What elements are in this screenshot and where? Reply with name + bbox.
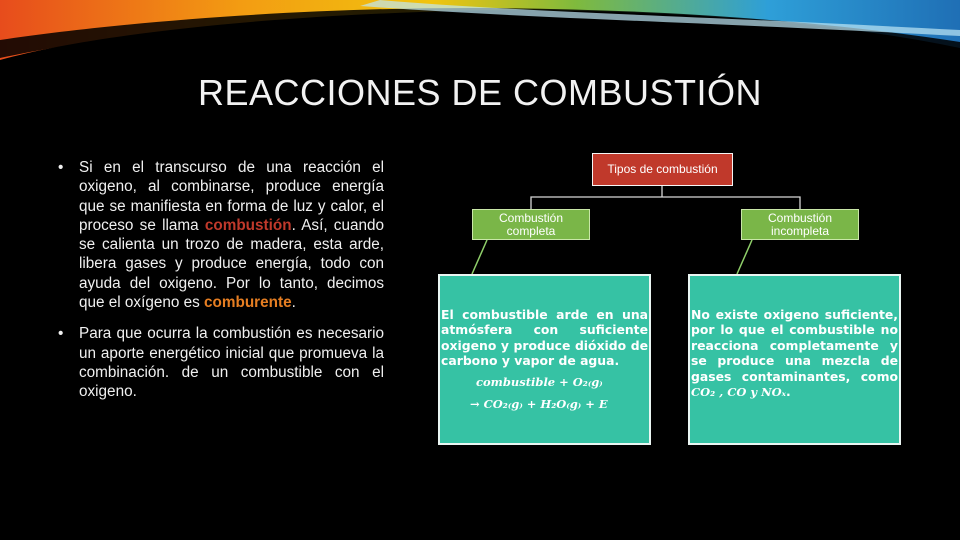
gases-formula: CO₂ , CO y NOₓ	[691, 385, 786, 400]
diagram-node-complete: Combustión completa	[472, 209, 590, 240]
card-text-end: .	[785, 384, 791, 400]
card-incomplete-combustion	[688, 274, 901, 445]
slide-title: REACCIONES DE COMBUSTIÓN	[197, 72, 763, 113]
bullet-marker: •	[58, 325, 64, 343]
bullet-marker: •	[58, 159, 64, 176]
highlight-comburente: comburente	[204, 294, 292, 312]
bullet-item-energy	[58, 324, 384, 401]
card-text: El combustible arde en una atmósfera con suficiente oxigeno y produce dióxido de carbono y vapor de agua.	[441, 307, 648, 369]
diagram-root-node: Tipos de combustión	[592, 153, 733, 186]
card-text-body: No existe oxigeno suficiente, por lo que el combustible no reacciona completamente y se produce una mezcla de gases contaminantes, como	[691, 307, 898, 384]
equation-products: → CO₂₍g₎ + H₂O₍g₎ + E	[470, 396, 608, 411]
bullet-text: Para que ocurra la combustión es necesario un aporte energético inicial que promueva la combinación. de un combustible con el oxigeno.	[79, 325, 384, 401]
diagram-node-incomplete: Combustión incompleta	[741, 209, 859, 240]
connector-child-b-card	[737, 240, 752, 274]
equation-reactants: combustible + O₂₍g₎	[476, 374, 603, 389]
bullet-item-definition	[58, 158, 384, 312]
connector-child-a-card	[472, 240, 487, 274]
bullet-text: Si en el transcurso de una reacción el oxigeno, al combinarse, produce energía que se manifiesta en forma de luz y calor, el proceso se llama	[79, 159, 384, 234]
card-complete-combustion	[438, 274, 651, 445]
card-text	[690, 307, 899, 400]
highlight-combustion: combustión	[204, 216, 292, 234]
decorative-banner	[0, 0, 960, 60]
bullet-text: .	[291, 294, 296, 312]
connector-root-children	[531, 197, 800, 209]
bullet-list	[58, 158, 384, 414]
bullet-text: . Así, cuando se calienta un trozo de madera, esta arde, libera gases y produce energía, todo con ayuda del oxigeno. Por lo tanto, decimos que el oxígeno es	[79, 216, 384, 312]
